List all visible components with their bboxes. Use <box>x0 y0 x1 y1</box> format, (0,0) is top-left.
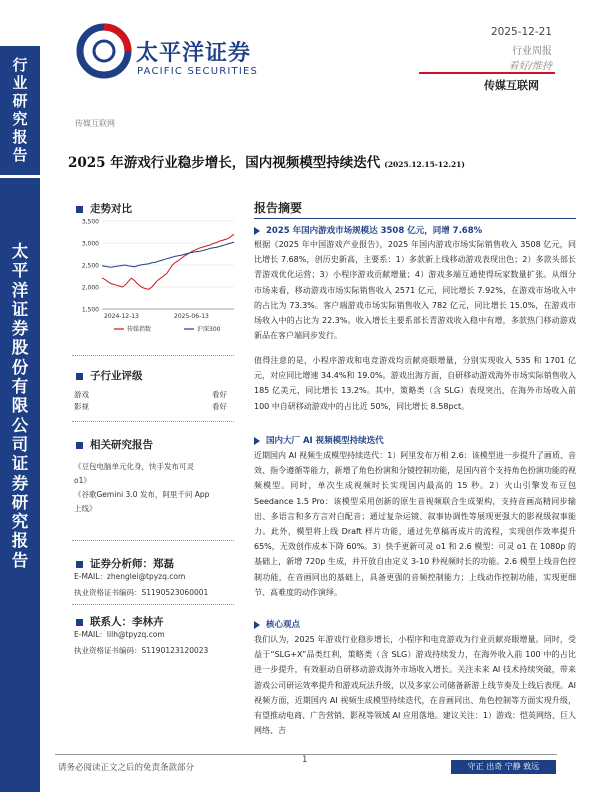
y-tick-label: 3,500 <box>81 218 99 226</box>
triangle-bullet-icon <box>254 621 260 629</box>
y-tick-label: 1,500 <box>81 306 99 314</box>
related-report-line[interactable]: 《豆包电脑单元化身，快手发布可灵 <box>74 462 194 471</box>
sub-industry-rating: 看好 <box>212 390 227 399</box>
analyst-heading: 证券分析师：郑磊 <box>76 556 174 571</box>
contact-cert: 执业资格证书编码：S1190123120023 <box>74 646 209 655</box>
square-bullet-icon <box>76 373 83 380</box>
sub-industry-heading: 子行业评级 <box>76 368 143 383</box>
title-text: 2025 年游戏行业稳步增长，国内视频模型持续迭代 <box>68 155 381 171</box>
square-bullet-icon <box>76 619 83 626</box>
page-title <box>68 151 465 171</box>
abstract-paragraph: 值得注意的是，小程序游戏和电竞游戏均贡献亮眼增量，分别实现收入 535 和 1701 亿元，对应同比增速 34.4%和 19.0%。游戏出海方面，自研移动游戏海外市场实际销售收入 185 亿美元，同比增长 13.2%。其中，策略类（含 SLG）表现突出，在海外市场收入前 100 中自研移动游戏中的占比近 50%，同比增长 8.58pct。 <box>254 356 576 411</box>
industry-name: 传媒互联网 <box>484 79 539 92</box>
triangle-bullet-icon <box>254 227 260 235</box>
report-type: 行业周报 <box>512 46 552 57</box>
page-number: 1 <box>302 755 308 765</box>
sub-industry-name: 游戏 <box>74 390 89 399</box>
analyst-cert: 执业资格证书编码：S1190523060001 <box>74 588 209 597</box>
abstract-paragraph: 近期国内 AI 视频生成模型持续迭代：1）阿里发布万相 2.6：该模型进一步提升了画质、音效、指令遵循等能力，新增了角色扮演和分镜控制功能，是国内首个支持角色扮演功能的视频模型。同时，单次生成视频时长实现国内最高的 15 秒。2）火山引擎发布豆包 Seedance 1.5 Pro：该模型采用创新的原生音视频联合生成架构，支持音画高精同步输出、多语言和多方言对白配音；通过复杂运镜、叙事协调性等展现更强大的影视级叙事能力。此外，模型将上线 Draft 样片功能，通过先草稿再成片的流程，实现创作效率提升 65%，无效创作成本下降 60%。3）快手更新可灵 o1 和 2.6 模型：可灵 o1 在 1080p 的基础上，新增 720p 生成，并开放自由定义 3-10 秒视频时长的功能。2.6 模型上线音色控制功能，在音画同出的基础上，具备更强的音频控制能力；上线动作控制功能，实现更细节、高难度的动作演绎。 <box>254 451 576 597</box>
legend-label: 沪深300 <box>197 326 221 333</box>
abstract-paragraph: 根据《2025 年中国游戏产业报告》，2025 年国内游戏市场实际销售收入 3508 亿元，同比增长 7.68%，创历史新高，主要系：1）多款新上线移动游戏表现出色；2）多款头部长青游戏优化运营；3）小程序游戏贡献增量；4）游戏多端互通使得玩家数量扩张。从细分市场来看，移动游戏市场实际销售收入 2571 亿元，同比增长 7.92%，在游戏市场收入中的占比为 73.3%。客户端游戏市场实际销售收入 782 亿元，同比增长 15.0%，在游戏市场收入中的占比为 22.3%。收入增长主要系部长青游戏收入稳中有增，多款热门移动游戏新品在客户端同步发行。 <box>254 240 576 341</box>
breadcrumb: 传媒互联网 <box>75 119 115 128</box>
company-name-en: PACIFIC SECURITIES <box>137 66 259 77</box>
title-date: (2025.12.15-12.21) <box>384 160 465 169</box>
x-tick-label: 2024-12-13 <box>104 313 139 320</box>
sidebar-top-label: 行 业 研 究 报 告 <box>12 56 28 164</box>
analyst-email[interactable]: E-MAIL：zhenglei@tpyzq.com <box>74 572 186 581</box>
square-bullet-icon <box>76 206 83 213</box>
divider <box>72 355 234 356</box>
abstract-divider <box>254 218 576 219</box>
abstract-subheading: 2025 年国内游戏市场规模达 3508 亿元，同增 7.68% <box>254 224 482 236</box>
abstract-subheading: 国内大厂 AI 视频模型持续迭代 <box>254 434 384 446</box>
trend-heading: 走势对比 <box>76 201 132 216</box>
related-reports-heading: 相关研究报告 <box>76 437 153 452</box>
contact-heading: 联系人：李林卉 <box>76 614 164 629</box>
related-report-line[interactable]: o1》 <box>74 476 91 485</box>
report-date: 2025-12-21 <box>490 26 552 38</box>
divider <box>72 604 234 605</box>
y-tick-label: 3,000 <box>81 240 99 248</box>
sub-industry-rating: 看好 <box>212 402 227 411</box>
company-logo-icon <box>76 23 132 79</box>
header-divider <box>419 72 555 74</box>
series-line-1 <box>102 242 234 267</box>
trend-chart <box>66 213 238 341</box>
related-report-line[interactable]: 《谷歌Gemini 3.0 发布，阿里千问 App <box>74 490 210 499</box>
x-tick-label: 2025-06-13 <box>174 313 209 320</box>
series-line-0 <box>102 234 234 289</box>
divider <box>72 540 234 541</box>
industry-rating: 看好/维持 <box>508 61 552 72</box>
y-tick-label: 2,000 <box>81 284 99 292</box>
sidebar-separator <box>0 175 40 178</box>
abstract-subheading: 核心观点 <box>254 618 300 630</box>
contact-email[interactable]: E-MAIL：lilh@tpyzq.com <box>74 630 165 639</box>
sub-industry-name: 影视 <box>74 402 89 411</box>
square-bullet-icon <box>76 561 83 568</box>
footer-disclaimer: 请务必阅读正文之后的免责条款部分 <box>58 763 195 773</box>
divider <box>72 421 234 422</box>
legend-label: 传媒指数 <box>127 326 152 333</box>
square-bullet-icon <box>76 442 83 449</box>
related-report-line[interactable]: 上线》 <box>74 504 97 513</box>
abstract-heading: 报告摘要 <box>254 201 303 215</box>
y-tick-label: 2,500 <box>81 262 99 270</box>
sidebar-bottom-label: 太 平 洋 证 券 股 份 有 限 公 司 证 券 研 究 报 告 <box>11 242 29 570</box>
company-name-cn: 太平洋证券 <box>136 41 252 66</box>
footer-motto: 守正 出奇 宁静 致远 <box>451 760 556 774</box>
abstract-paragraph: 我们认为，2025 年游戏行业稳步增长，小程序和电竞游戏为行业贡献亮眼增量。同时，受益于“SLG+X”品类红利，策略类（含 SLG）游戏持续发力，在海外收入前 100 中的占比进一步提升，有效驱动自研移动游戏海外市场收入增长。关注未来 AI 技术持续突破，带来游戏公司研运效率提升和游戏玩法升级，以及多家公司储备新游上线节奏及上线后表现。AI 视频方面，近期国内 AI 视频生成模型持续迭代，在音画同出、角色控制等方面实现升级，有望推动电商、广告营销、影视等领域 AI 应用落地。建议关注：1）游戏：恺英网络、巨人网络、吉 <box>254 635 577 736</box>
triangle-bullet-icon <box>254 437 260 445</box>
